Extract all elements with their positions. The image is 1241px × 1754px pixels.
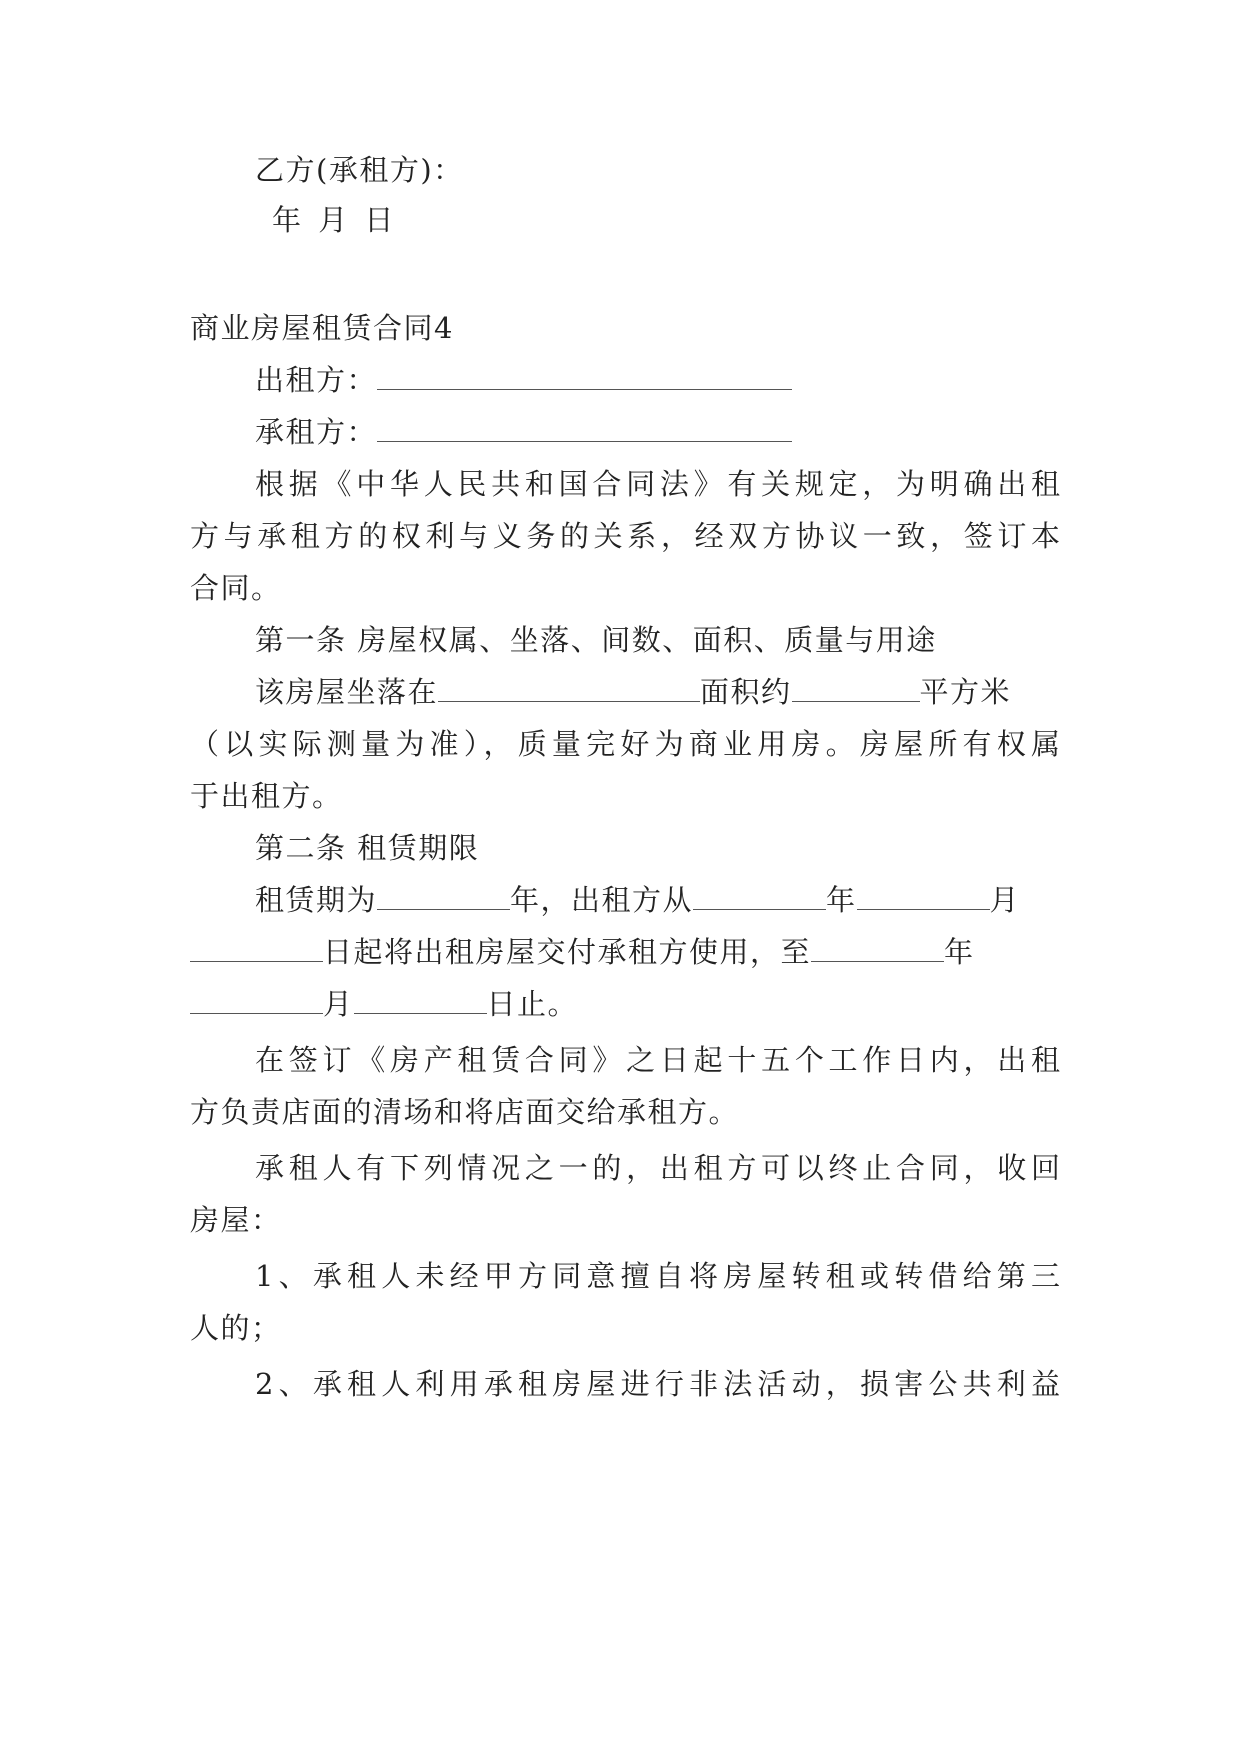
text-run: 月	[323, 987, 354, 1021]
article-heading: 第二条 租赁期限	[255, 831, 480, 865]
text-run: 日止。	[486, 987, 579, 1021]
signature-date: 年 月 日	[272, 203, 398, 237]
location-blank	[438, 679, 700, 702]
list-item: 1、承租人未经甲方同意擅自将房屋转租或转借给第三	[255, 1259, 1060, 1293]
lessee-label: 承租方：	[255, 415, 378, 449]
contract-title: 商业房屋租赁合同4	[190, 311, 454, 345]
paragraph-line: （以实际测量为准），质量完好为商业用房。房屋所有权属	[190, 727, 1060, 761]
paragraph-line: 于出租方。	[190, 779, 343, 813]
text-run: 月	[989, 883, 1021, 917]
paragraph-line	[255, 880, 1060, 920]
lessee-blank	[377, 419, 792, 442]
end-year-blank	[811, 939, 944, 962]
area-blank	[792, 679, 920, 702]
start-month-blank	[857, 887, 990, 910]
text-run: 年	[944, 935, 975, 969]
article-heading: 第一条 房屋权属、坐落、间数、面积、质量与用途	[255, 623, 937, 657]
paragraph-line	[190, 984, 1060, 1024]
text-run: 年	[826, 883, 857, 917]
term-years-blank	[377, 887, 510, 910]
end-day-blank	[354, 991, 487, 1014]
list-item: 2、承租人利用承租房屋进行非法活动，损害公共利益	[255, 1367, 1060, 1401]
text-run: 租赁期为	[255, 883, 378, 917]
paragraph-line: 方负责店面的清场和将店面交给承租方。	[190, 1095, 740, 1129]
lessor-label: 出租方：	[255, 363, 378, 397]
text-run: 该房屋坐落在	[255, 675, 439, 709]
lessee-line	[255, 412, 1125, 452]
list-item-continuation: 人的；	[190, 1311, 282, 1345]
text-run: 面积约	[700, 675, 792, 709]
paragraph-line: 承租人有下列情况之一的，出租方可以终止合同，收回	[255, 1151, 1060, 1185]
paragraph-line	[255, 672, 1060, 712]
paragraph-line	[190, 932, 1060, 972]
start-day-blank	[190, 939, 323, 962]
end-month-blank	[190, 991, 323, 1014]
paragraph-line: 根据《中华人民共和国合同法》有关规定，为明确出租	[255, 467, 1060, 501]
text-run: 平方米	[919, 675, 1012, 709]
text-run: 年，出租方从	[510, 883, 694, 917]
paragraph-line: 方与承租方的权利与义务的关系，经双方协议一致，签订本	[190, 519, 1060, 553]
paragraph-line: 合同。	[190, 571, 282, 605]
party-b-signature-label: 乙方(承租方)：	[255, 153, 464, 187]
lessor-blank	[377, 367, 792, 390]
lessor-line	[255, 360, 1125, 400]
paragraph-line: 房屋：	[190, 1203, 282, 1237]
start-year-blank	[693, 887, 826, 910]
text-run: 日起将出租房屋交付承租方使用，至	[323, 935, 812, 969]
paragraph-line: 在签订《房产租赁合同》之日起十五个工作日内，出租	[255, 1043, 1060, 1077]
